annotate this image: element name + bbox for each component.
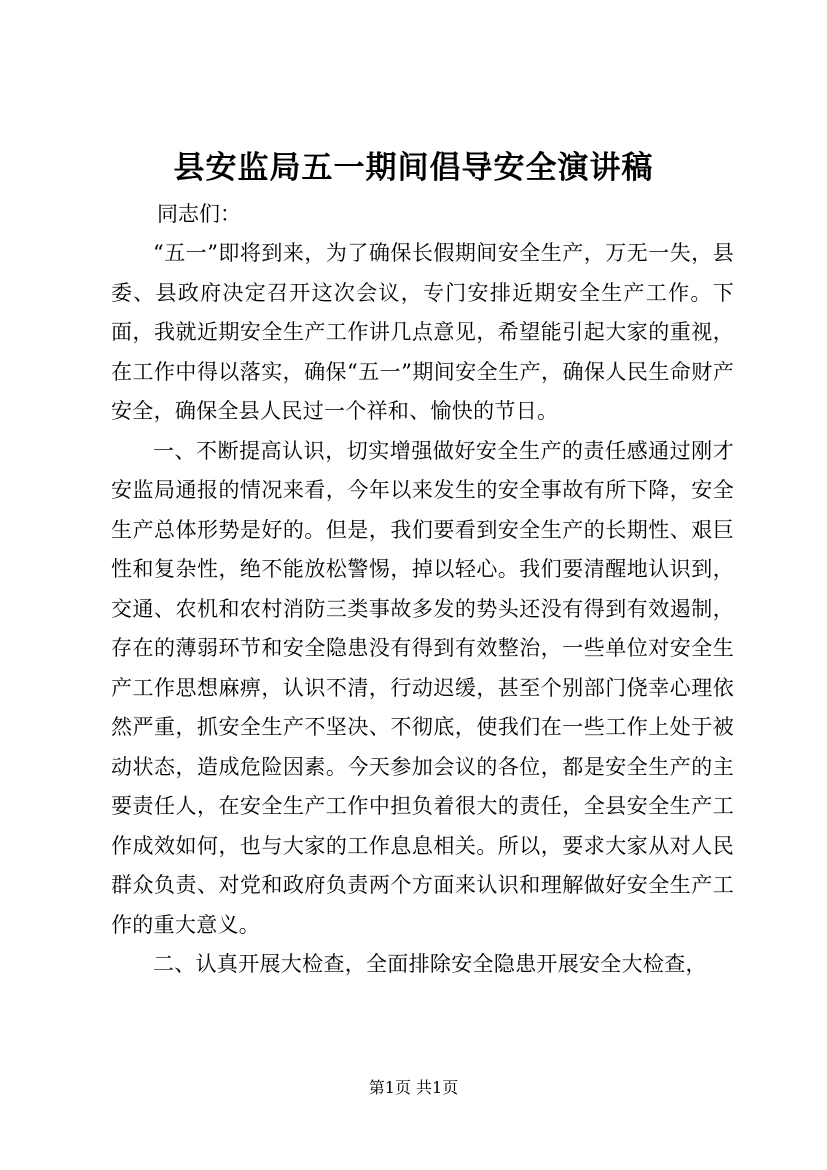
paragraph-intro: “五一”即将到来，为了确保长假期间安全生产，万无一失，县委、县政府决定召开这次会议，专门安排近期安全生产工作。下面，我就近期安全生产工作讲几点意见，希望能引起大家的重视，在工作中得以落实，确保“五一”期间安全生产，确保人民生命财产安全，确保全县人民过一个祥和、愉快的节日。 (111, 241, 734, 423)
document-title: 县安监局五一期间倡导安全演讲稿 (173, 150, 654, 186)
page-number-footer: 第1页 共1页 (368, 1078, 459, 1097)
document-body (111, 234, 734, 985)
salutation: 同志们： (157, 202, 241, 226)
paragraph-section-one: 一、不断提高认识，切实增强做好安全生产的责任感通过刚才安监局通报的情况来看，今年以来发生的安全事故有所下降，安全生产总体形势是好的。但是，我们要看到安全生产的长期性、艰巨性和复杂性，绝不能放松警惕，掉以轻心。我们要清醒地认识到，交通、农机和农村消防三类事故多发的势头还没有得到有效遏制，存在的薄弱环节和安全隐患没有得到有效整治，一些单位对安全生产工作思想麻痹，认识不清，行动迟缓，甚至个别部门侥幸心理依然严重，抓安全生产不坚决、不彻底，使我们在一些工作上处于被动状态，造成危险因素。今天参加会议的各位，都是安全生产的主要责任人，在安全生产工作中担负着很大的责任，全县安全生产工作成效如何，也与大家的工作息息相关。所以，要求大家从对人民群众负责、对党和政府负责两个方面来认识和理解做好安全生产工作的重大意义。 (111, 438, 734, 937)
paragraph-section-two: 二、认真开展大检查，全面排除安全隐患开展安全大检查， (153, 952, 707, 976)
